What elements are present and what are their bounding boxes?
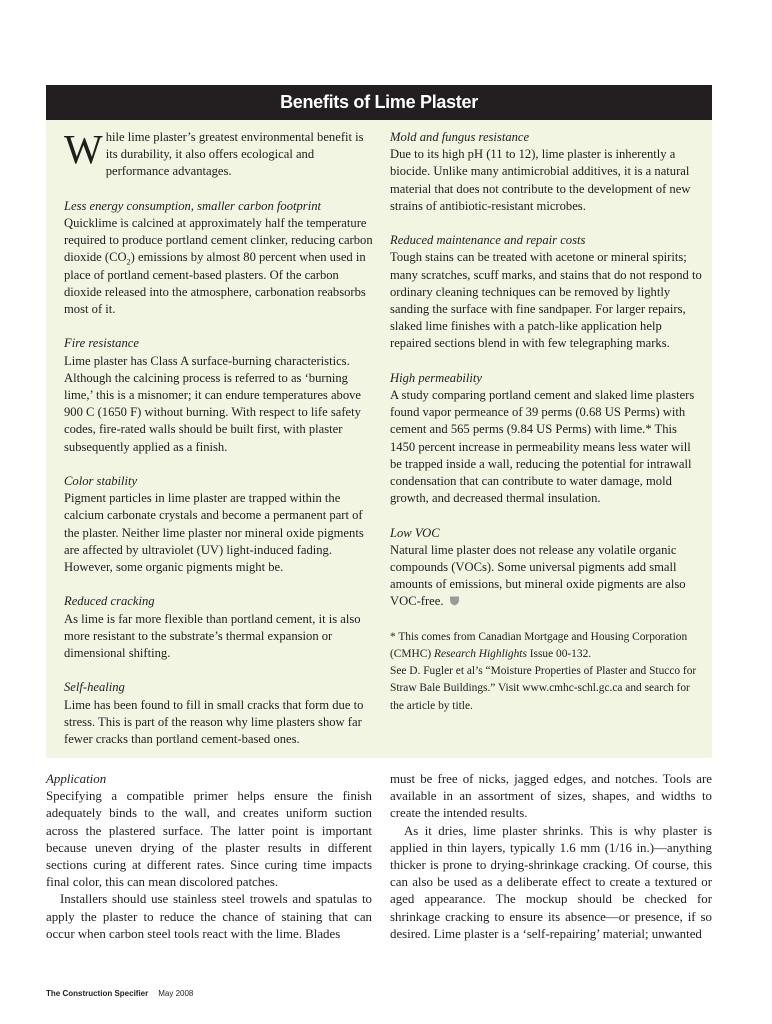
page-footer (46, 989, 193, 998)
section-text: Lime plaster has Class A surface-burning characteristics. Although the calcining process is referred to as ‘burning lime,’ this is a misnomer; it can endure temperatures above 900 C (1650 F) without burning. With respect to life safety codes, fire-rated walls should be built first, with plaster subsequently applied as a finish. (64, 353, 362, 454)
section-heading: Reduced maintenance and repair costs (390, 233, 586, 248)
footnote (390, 629, 702, 715)
section-text: As lime is far more flexible than portland cement, it is also more resistant to the substrate’s thermal expansion or dimensional shifting. (64, 611, 361, 661)
shield-end-mark-icon (449, 594, 460, 611)
section-text: Quicklime is calcined at approximately half the temperature required to produce portland cement clinker, reducing carbon dioxide $(CO_2)$ emissions by almost 80 percent when used in place of portland cement-based plasters. Of the carbon dioxide released into the atmosphere, carbonation reabsorbs most of it. (64, 216, 373, 317)
article-left-column (46, 771, 372, 943)
section-heading: Less energy consumption, smaller carbon footprint (64, 198, 321, 213)
section-heading: Self-healing (64, 680, 125, 695)
section-cracking (64, 593, 374, 662)
section-low-voc (390, 525, 702, 612)
section-color (64, 473, 374, 576)
section-text: A study comparing portland cement and slaked lime plasters found vapor permeance of 39 perms (0.68 US Perms) with cement and 565 perms (9.84 US Perms) with lime.* This 1450 percent increase in permeability means less water will be trapped inside a wall, reducing the potential for intrawall condensation that can contribute to water damage, mold growth, and decreased thermal insulation. (390, 388, 695, 506)
section-fire (64, 335, 374, 455)
article-paragraph: As it dries, lime plaster shrinks. This is why plaster is applied in thin layers, typically 1.6 mm (1/16 in.)—anything thicker is prone to drying-shrinkage cracking. Of course, this can also be used as a deliberate effect to create a textured or aged appearance. The mockup should be checked for shrinkage cracking to ensure its absence—or presence, if so desired. Lime plaster is a ‘self-repairing’ material; unwanted (390, 823, 712, 941)
section-text: Pigment particles in lime plaster are trapped within the calcium carbonate crystals and become a permanent part of the plaster. Neither lime plaster nor mineral oxide pigments are affected by ultraviolet (UV) light-induced fading. However, some organic pigments might be. (64, 491, 364, 575)
footnote-source: * This comes from Canadian Mortgage and Housing Corporation (CMHC) Research Highlights Issue 00-132. (390, 630, 688, 661)
section-heading: High permeability (390, 370, 482, 385)
article-paragraph: Specifying a compatible primer helps ensure the finish adequately binds to the wall, and creates uniform suction across the plastered surface. The latter point is important because uneven drying of the plaster results in different sections curing at different rates. Since curing time impacts final color, this can mean discolored patches. (46, 789, 372, 890)
article-heading: Application (46, 772, 107, 786)
section-mold (390, 129, 702, 215)
sidebar-title: Benefits of Lime Plaster (46, 85, 712, 120)
footnote-reference: See D. Fugler et al’s “Moisture Properties of Plaster and Stucco for Straw Bale Buildings.” Visit www.cmhc-schl.gc.ca and search for the article by title. (390, 665, 697, 712)
sidebar-intro (64, 126, 374, 181)
article-right-column (390, 771, 712, 943)
section-heading: Color stability (64, 474, 138, 489)
drop-cap: W (64, 126, 103, 172)
section-text: Tough stains can be treated with acetone or mineral spirits; many scratches, scuff marks, and stains that do not respond to ordinary cleaning techniques can be removed by lightly sanding the surface with fine sandpaper. For larger repairs, slaked lime finishes with a patch-like application help repaired sections blend in with few telegraphing marks. (390, 250, 702, 351)
section-maintenance (390, 232, 702, 352)
section-text: Lime has been found to fill in small cracks that form due to stress. This is part of the reason why lime plasters show far fewer cracks than portland cement-based ones. (64, 697, 364, 747)
issue-date: May 2008 (158, 989, 194, 998)
article-paragraph: must be free of nicks, jagged edges, and notches. Tools are available in an assortment of sizes, shapes, and widths to create the intended results. (390, 772, 712, 821)
section-energy (64, 198, 374, 318)
section-heading: Reduced cracking (64, 594, 155, 609)
sidebar-right-column (390, 129, 702, 715)
section-permeability (390, 370, 702, 508)
publication-name: The Construction Specifier (46, 989, 149, 998)
section-self-healing (64, 679, 374, 748)
section-heading: Mold and fungus resistance (390, 130, 530, 144)
article-paragraph: Installers should use stainless steel trowels and spatulas to apply the plaster to reduce the chance of staining that can occur when carbon steel tools react with the lime. Blades (46, 892, 372, 941)
section-heading: Fire resistance (64, 336, 139, 351)
section-heading: Low VOC (390, 525, 440, 540)
section-text: Natural lime plaster does not release any volatile organic compounds (VOCs). Some universal pigments add small amounts of emissions, but mineral oxide pigments are also VOC-free. (390, 542, 702, 612)
section-text: Due to its high pH (11 to 12), lime plaster is inherently a biocide. Unlike many antimicrobial additives, it is a natural material that does not contribute to the development of new strains of antibiotic-resistant microbes. (390, 147, 691, 213)
sidebar-left-column (64, 126, 374, 765)
intro-text: hile lime plaster’s greatest environmental benefit is its durability, it also offers ecological and performance advantages. (105, 130, 364, 179)
